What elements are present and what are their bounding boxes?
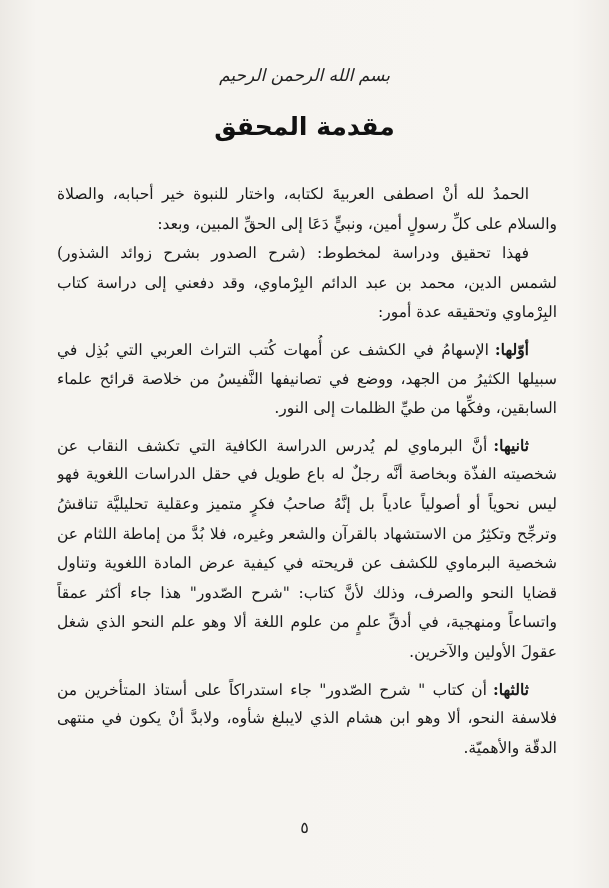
basmala-calligraphy: بسم الله الرحمن الرحيم [219,66,390,86]
text-line [57,431,557,461]
first-reason-paragraph [57,335,557,424]
third-reason-paragraph [57,675,557,764]
text-line: فهذا تحقيق ودراسة لمخطوط: (شرح الصدور بشرح زوائد الشذور) [57,244,529,263]
text-line: لشمس الدين، محمد بن عبد الدائم البِرْماوي، وقد دفعني إلى دراسة كتاب [57,273,557,292]
text-line: السابقين، وفكِّها من طيِّ الظلمات إلى النور. [274,399,557,418]
text-line: ليس نحوياً أو أصولياً عادياً بل إنَّهُ صاحبُ فكرٍ متميز وعقلية تحليليَّة تناقشُ [57,494,557,513]
text-line: البِرْماوي وتحقيقه عدة أمور: [378,303,557,322]
text-line: والسلام على كلِّ رسولٍ أمين، ونبيٍّ دَعَا إلى الحقِّ المبين، وبعد: [157,214,557,233]
text-line: شخصية البرماوي للكشف عن قريحته في كيفية عرض المادة اللغوية وتناول [57,554,557,573]
text-line: شخصيته الفذّة وبخاصة أنَّه رجلٌ له باع طويل في حقل الدراسات اللغوية فهو [57,465,557,484]
first-reason-text: الإسهامُ في الكشف عن أُمهات كُتب التراث العربي التي بُذِل في [57,340,489,359]
text-line: الدقّة والأهميّة. [463,738,557,757]
second-reason-paragraph [57,431,557,668]
purpose-paragraph [57,239,557,328]
page-body [57,180,557,763]
text-line: الحمدُ لله أنْ اصطفى العربيةَ لكتابه، واختار للنبوة خير أحبابه، والصلاة [57,185,529,203]
text-line [57,675,557,705]
text-line: فلاسفة النحو، ألا وهو ابن هشام الذي لايبلغ شأوه، ولابدَّ أنْ يكون في منتهى [57,709,557,728]
text-line: سبيلها الكثيرُ من الجهد، ووضع في تصانيفها النَّفيسُ من خلاصة قرائح علماء [57,369,557,388]
text-line: قضايا النحو والصرف، وذلك لأنَّ كتاب: "شرح الصّدور" هذا جاء أكثر عمقاً [57,583,557,602]
third-reason-heading: ثالثها: [492,679,529,699]
second-reason-heading: ثانيها: [493,435,529,455]
text-line: واتساعاً ومنهجية، في أدقِّ علمٍ من علوم اللغة ألا وهو علم النحو الذي شغل [57,613,557,632]
second-reason-text: أنَّ البرماوي لم يُدرس الدراسة الكافية التي تكشف النقاب عن [57,436,488,455]
intro-paragraph [57,180,557,239]
page-title: مقدمة المحقق [214,112,395,141]
page-number: ٥ [300,818,309,837]
text-line: عقولَ الأولين والآخرين. [409,642,557,661]
text-line: وترجِّح وتكثِرُ من الاستشهاد بالقرآن والشعر وغيره، فلا بُدَّ من إماطة اللثام عن [57,524,557,543]
first-reason-heading: أوّلها: [494,339,529,359]
text-line [57,335,557,365]
third-reason-text: أن كتاب " شرح الصّدور" جاء استدراكاً على أستاذ المتأخرين من [57,680,487,699]
